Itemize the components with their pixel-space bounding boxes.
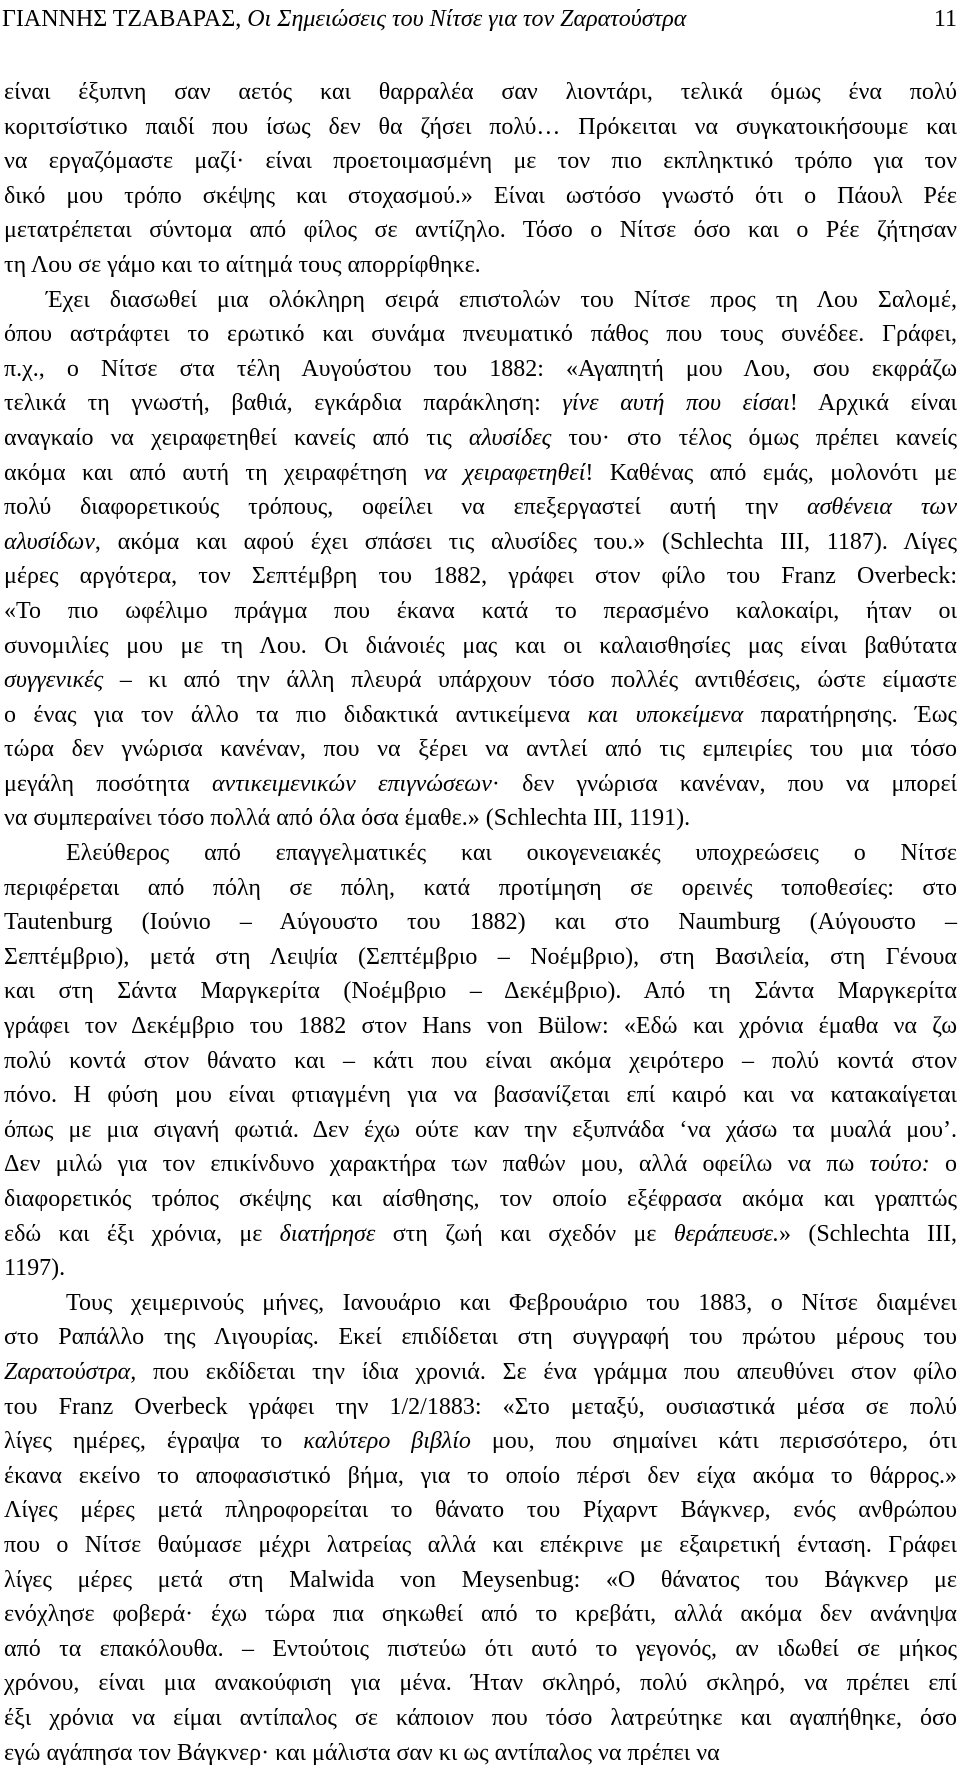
- italic-text: θεράπευσε.: [674, 1221, 779, 1247]
- text-segment: λίγες ημέρες, έγραψα το: [4, 1428, 303, 1454]
- text-segment: μεγάλη ποσότητα: [4, 771, 212, 797]
- text-line: [4, 283, 957, 318]
- text-line: [4, 1701, 957, 1736]
- italic-text: τούτο:: [870, 1151, 930, 1177]
- text-line: [4, 1493, 957, 1528]
- text-line: [4, 1736, 957, 1770]
- text-segment: έκανα εκείνο το αποφασιστικό βήμα, για το οποίο πέρσι δεν είχα ακόμα το θάρρος.»: [4, 1463, 957, 1489]
- text-segment: πόνο. Η φύση μου είναι φτιαγμένη για να βασανίζεται επί καιρό και να κατακαίγεται: [4, 1082, 957, 1108]
- text-line: [4, 1528, 957, 1563]
- text-segment: του Franz Overbeck γράφει την 1/2/1883: «Στο μεταξύ, ουσιαστικά μέσα σε πολύ: [4, 1394, 957, 1420]
- text-line: [4, 767, 957, 802]
- text-segment: στη ζωή και σχεδόν με: [375, 1221, 674, 1247]
- text-segment: τώρα δεν γνώρισα κανέναν, που να ξέρει να αντλεί από τις εμπειρίες του μια τόσο: [4, 736, 957, 762]
- text-segment: δικό μου τρόπο σκέψης και στοχασμού.» Είναι ωστόσο γνωστό ότι ο Πάουλ Ρέε: [4, 183, 957, 209]
- italic-text: ασθένεια των: [807, 494, 957, 520]
- text-line: [4, 75, 957, 110]
- text-line: [4, 525, 957, 560]
- text-segment: εγώ αγάπησα τον Βάγκνερ· και μάλιστα σαν κι ως αντίπαλος να πρέπει να: [4, 1740, 720, 1766]
- text-segment: Τους χειμερινούς μήνες, Ιανουάριο και Φεβρουάριο του 1883, ο Νίτσε διαμένει: [66, 1290, 957, 1316]
- text-segment: ο ένας για τον άλλο τα πιο διδακτικά αντικείμενα: [4, 702, 588, 728]
- text-segment: πολύ διαφορετικούς τρόπους, οφείλει να επεξεργαστεί αυτή την: [4, 494, 807, 520]
- text-line: [4, 940, 957, 975]
- text-segment: κοριτσίστικο παιδί που ίσως δεν θα ζήσει πολύ… Πρόκειται να συγκατοικήσουμε και: [4, 114, 957, 140]
- text-segment: είναι έξυπνη σαν αετός και θαρραλέα σαν λιοντάρι, τελικά όμως ένα πολύ: [4, 79, 957, 105]
- text-segment: π.χ., ο Νίτσε στα τέλη Αυγούστου του 1882: «Αγαπητή μου Λου, σου εκφράζω: [4, 356, 957, 382]
- text-segment: , ακόμα και αφού έχει σπάσει τις αλυσίδες του.» (Schlechta III, 1187). Λίγες: [95, 529, 957, 555]
- italic-text: αντικειμενικών επιγνώσεων: [212, 771, 492, 797]
- text-line: [4, 732, 957, 767]
- header-title: Οι Σημειώσεις του Νίτσε για τον Ζαρατούστρα: [247, 6, 686, 32]
- text-line: [4, 801, 957, 836]
- text-segment: όπου αστράφτει το ερωτικό και συνάμα πνευματικό πάθος που τους συνέδεε. Γράφει,: [4, 321, 957, 347]
- text-segment: γράφει τον Δεκέμβριο του 1882 στον Hans von Bülow: «Εδώ και χρόνια έμαθα να ζω: [4, 1013, 957, 1039]
- text-line: [4, 317, 957, 352]
- italic-text: και υποκείμενα: [588, 702, 744, 728]
- text-line: [4, 1009, 957, 1044]
- italic-text: να χειραφετηθεί: [424, 460, 586, 486]
- text-line: [4, 1320, 957, 1355]
- text-line: [4, 1597, 957, 1632]
- text-line: [4, 386, 957, 421]
- text-line: [4, 905, 957, 940]
- text-segment: από τα επακόλουθα. – Εντούτοις πιστεύω ότι αυτό το γεγονός, αν ιδωθεί σε μήκος: [4, 1636, 957, 1662]
- text-segment: Σεπτέμβριο), μετά στη Λειψία (Σεπτέμβριο – Νοέμβριο), στη Βασιλεία, στη Γένουα: [4, 944, 957, 970]
- text-segment: στο Ραπάλλο της Λιγουρίας. Εκεί επιδίδεται στη συγγραφή του πρώτου μέρους του: [4, 1324, 957, 1350]
- text-segment: Tautenburg (Ιούνιο – Αύγουστο του 1882) και στο Naumburg (Αύγουστο –: [4, 909, 957, 935]
- text-segment: ενόχλησε φοβερά· έχω τώρα πια σηκωθεί από το κρεβάτι, αλλά ακόμα δεν ανάνηψα: [4, 1601, 957, 1627]
- text-line: [4, 1563, 957, 1598]
- text-line: [4, 836, 957, 871]
- text-segment: μου, που σημαίνει κάτι περισσότερο, ότι: [471, 1428, 957, 1454]
- body-text: [4, 75, 957, 1770]
- text-segment: χρόνου, είναι μια ανακούφιση για μένα. Ήταν σκληρό, πολύ σκληρό, να πρέπει επί: [4, 1670, 957, 1696]
- text-line: [4, 1078, 957, 1113]
- text-line: [4, 663, 957, 698]
- text-segment: συνομιλίες μου με τη Λου. Οι διάνοιές μας και οι καλαισθησίες μας είναι βαθύτατα: [4, 633, 957, 659]
- text-line: [4, 490, 957, 525]
- text-segment: που εκδίδεται την ίδια χρονιά. Σε ένα γράμμα που απευθύνει στον φίλο: [136, 1359, 957, 1385]
- text-segment: παρατήρησης. Έως: [743, 702, 957, 728]
- text-line: [4, 1424, 957, 1459]
- running-header: [2, 0, 957, 38]
- text-line: [4, 1217, 957, 1252]
- text-line: [4, 213, 957, 248]
- italic-text: γίνε αυτή που είσαι: [562, 390, 789, 416]
- text-line: [4, 456, 957, 491]
- text-segment: διαφορετικός τρόπος σκέψης και αίσθησης, τον οποίο εξέφρασα ακόμα και γραπτώς: [4, 1186, 957, 1212]
- text-segment: και στη Σάντα Μαργκερίτα (Νοέμβριο – Δεκέμβριο). Από τη Σάντα Μαργκερίτα: [4, 978, 957, 1004]
- italic-text: αλυσίδων: [4, 529, 95, 555]
- text-line: [4, 594, 957, 629]
- italic-text: συγγενικές: [4, 667, 103, 693]
- text-line: [4, 1632, 957, 1667]
- text-segment: μετατρέπεται σύντομα από φίλος σε αντίζηλο. Τόσο ο Νίτσε όσο και ο Ρέε ζήτησαν: [4, 217, 957, 243]
- text-segment: μέρες αργότερα, τον Σεπτέμβρη του 1882, γράφει στον φίλο του Franz Overbeck:: [4, 563, 957, 589]
- text-line: [4, 698, 957, 733]
- text-segment: «Το πιο ωφέλιμο πράγμα που έκανα κατά το περασμένο καλοκαίρι, ήταν οι: [4, 598, 957, 624]
- text-segment: περιφέρεται από πόλη σε πόλη, κατά προτίμηση σε ορεινές τοποθεσίες: στο: [4, 875, 957, 901]
- text-segment: αναγκαίο να χειραφετηθεί κανείς από τις: [4, 425, 469, 451]
- text-segment: ! Καθένας από εμάς, μολονότι με: [585, 460, 957, 486]
- text-segment: · δεν γνώρισα κανέναν, που να μπορεί: [492, 771, 957, 797]
- text-segment: που ο Νίτσε θαύμασε μέχρι λατρείας αλλά και επέκρινε με εξαιρετική ένταση. Γράφει: [4, 1532, 957, 1558]
- text-segment: του· στο τέλος όμως πρέπει κανείς: [551, 425, 957, 451]
- text-line: [4, 1147, 957, 1182]
- text-line: [4, 629, 957, 664]
- text-segment: εδώ και έξι χρόνια, με: [4, 1221, 280, 1247]
- text-line: [4, 559, 957, 594]
- text-line: [4, 110, 957, 145]
- text-line: [4, 1286, 957, 1321]
- text-segment: πολύ κοντά στον θάνατο και – κάτι που είναι ακόμα χειρότερο – πολύ κοντά στον: [4, 1048, 957, 1074]
- text-line: [4, 352, 957, 387]
- text-line: [4, 421, 957, 456]
- italic-text: καλύτερο βιβλίο: [303, 1428, 471, 1454]
- text-segment: – κι από την άλλη πλευρά υπάρχουν τόσο πολλές αντιθέσεις, ώστε είμαστε: [103, 667, 957, 693]
- italic-text: Ζαρατούστρα,: [4, 1359, 136, 1385]
- text-segment: να συμπεραίνει τόσο πολλά από όλα όσα έμαθε.» (Schlechta III, 1191).: [4, 805, 690, 831]
- text-segment: ο: [930, 1151, 957, 1177]
- text-line: [4, 871, 957, 906]
- text-segment: λίγες μέρες μετά στη Malwida von Meysenbug: «Ο θάνατος του Βάγκνερ με: [4, 1567, 957, 1593]
- italic-text: αλυσίδες: [469, 425, 551, 451]
- text-line: [4, 1666, 957, 1701]
- text-line: [4, 179, 957, 214]
- text-segment: τελικά τη γνωστή, βαθιά, εγκάρδια παράκληση:: [4, 390, 562, 416]
- header-author: ΓΙΑΝΝΗΣ ΤΖΑΒΑΡΑΣ,: [2, 6, 247, 32]
- text-segment: » (Schlechta III,: [779, 1221, 957, 1247]
- text-segment: Ελεύθερος από επαγγελματικές και οικογενειακές υποχρεώσεις ο Νίτσε: [66, 840, 957, 866]
- text-segment: Δεν μιλώ για τον επικίνδυνο χαρακτήρα των παθών μου, αλλά οφείλω να πω: [4, 1151, 870, 1177]
- text-segment: Λίγες μέρες μετά πληροφορείται το θάνατο του Ρίχαρντ Βάγκνερ, ενός ανθρώπου: [4, 1497, 957, 1523]
- text-line: [4, 1390, 957, 1425]
- text-segment: 1197).: [4, 1255, 65, 1281]
- text-line: [4, 144, 957, 179]
- text-segment: όπως με μια σιγανή φωτιά. Δεν έχω ούτε καν την εξυπνάδα ‘να χάσω τα μυαλά μου’.: [4, 1117, 957, 1143]
- text-segment: ! Αρχικά είναι: [790, 390, 957, 416]
- text-line: [4, 1182, 957, 1217]
- text-segment: Έχει διασωθεί μια ολόκληρη σειρά επιστολών του Νίτσε προς τη Λου Σαλομέ,: [46, 287, 957, 313]
- text-line: [4, 1251, 957, 1286]
- text-line: [4, 1355, 957, 1390]
- text-segment: έξι χρόνια να είμαι αντίπαλος σε κάποιον που τόσο λατρεύτηκε και αγαπήθηκε, όσο: [4, 1705, 957, 1731]
- page-number: 11: [934, 0, 957, 38]
- italic-text: διατήρησε: [280, 1221, 376, 1247]
- text-line: [4, 1113, 957, 1148]
- text-segment: ακόμα και από αυτή τη χειραφέτηση: [4, 460, 424, 486]
- text-line: [4, 1459, 957, 1494]
- text-segment: να εργαζόμαστε μαζί· είναι προετοιμασμένη με τον πιο εκπληκτικό τρόπο για τον: [4, 148, 957, 174]
- text-line: [4, 248, 957, 283]
- text-line: [4, 974, 957, 1009]
- text-line: [4, 1044, 957, 1079]
- text-segment: τη Λου σε γάμο και το αίτημά τους απορρίφθηκε.: [4, 252, 481, 278]
